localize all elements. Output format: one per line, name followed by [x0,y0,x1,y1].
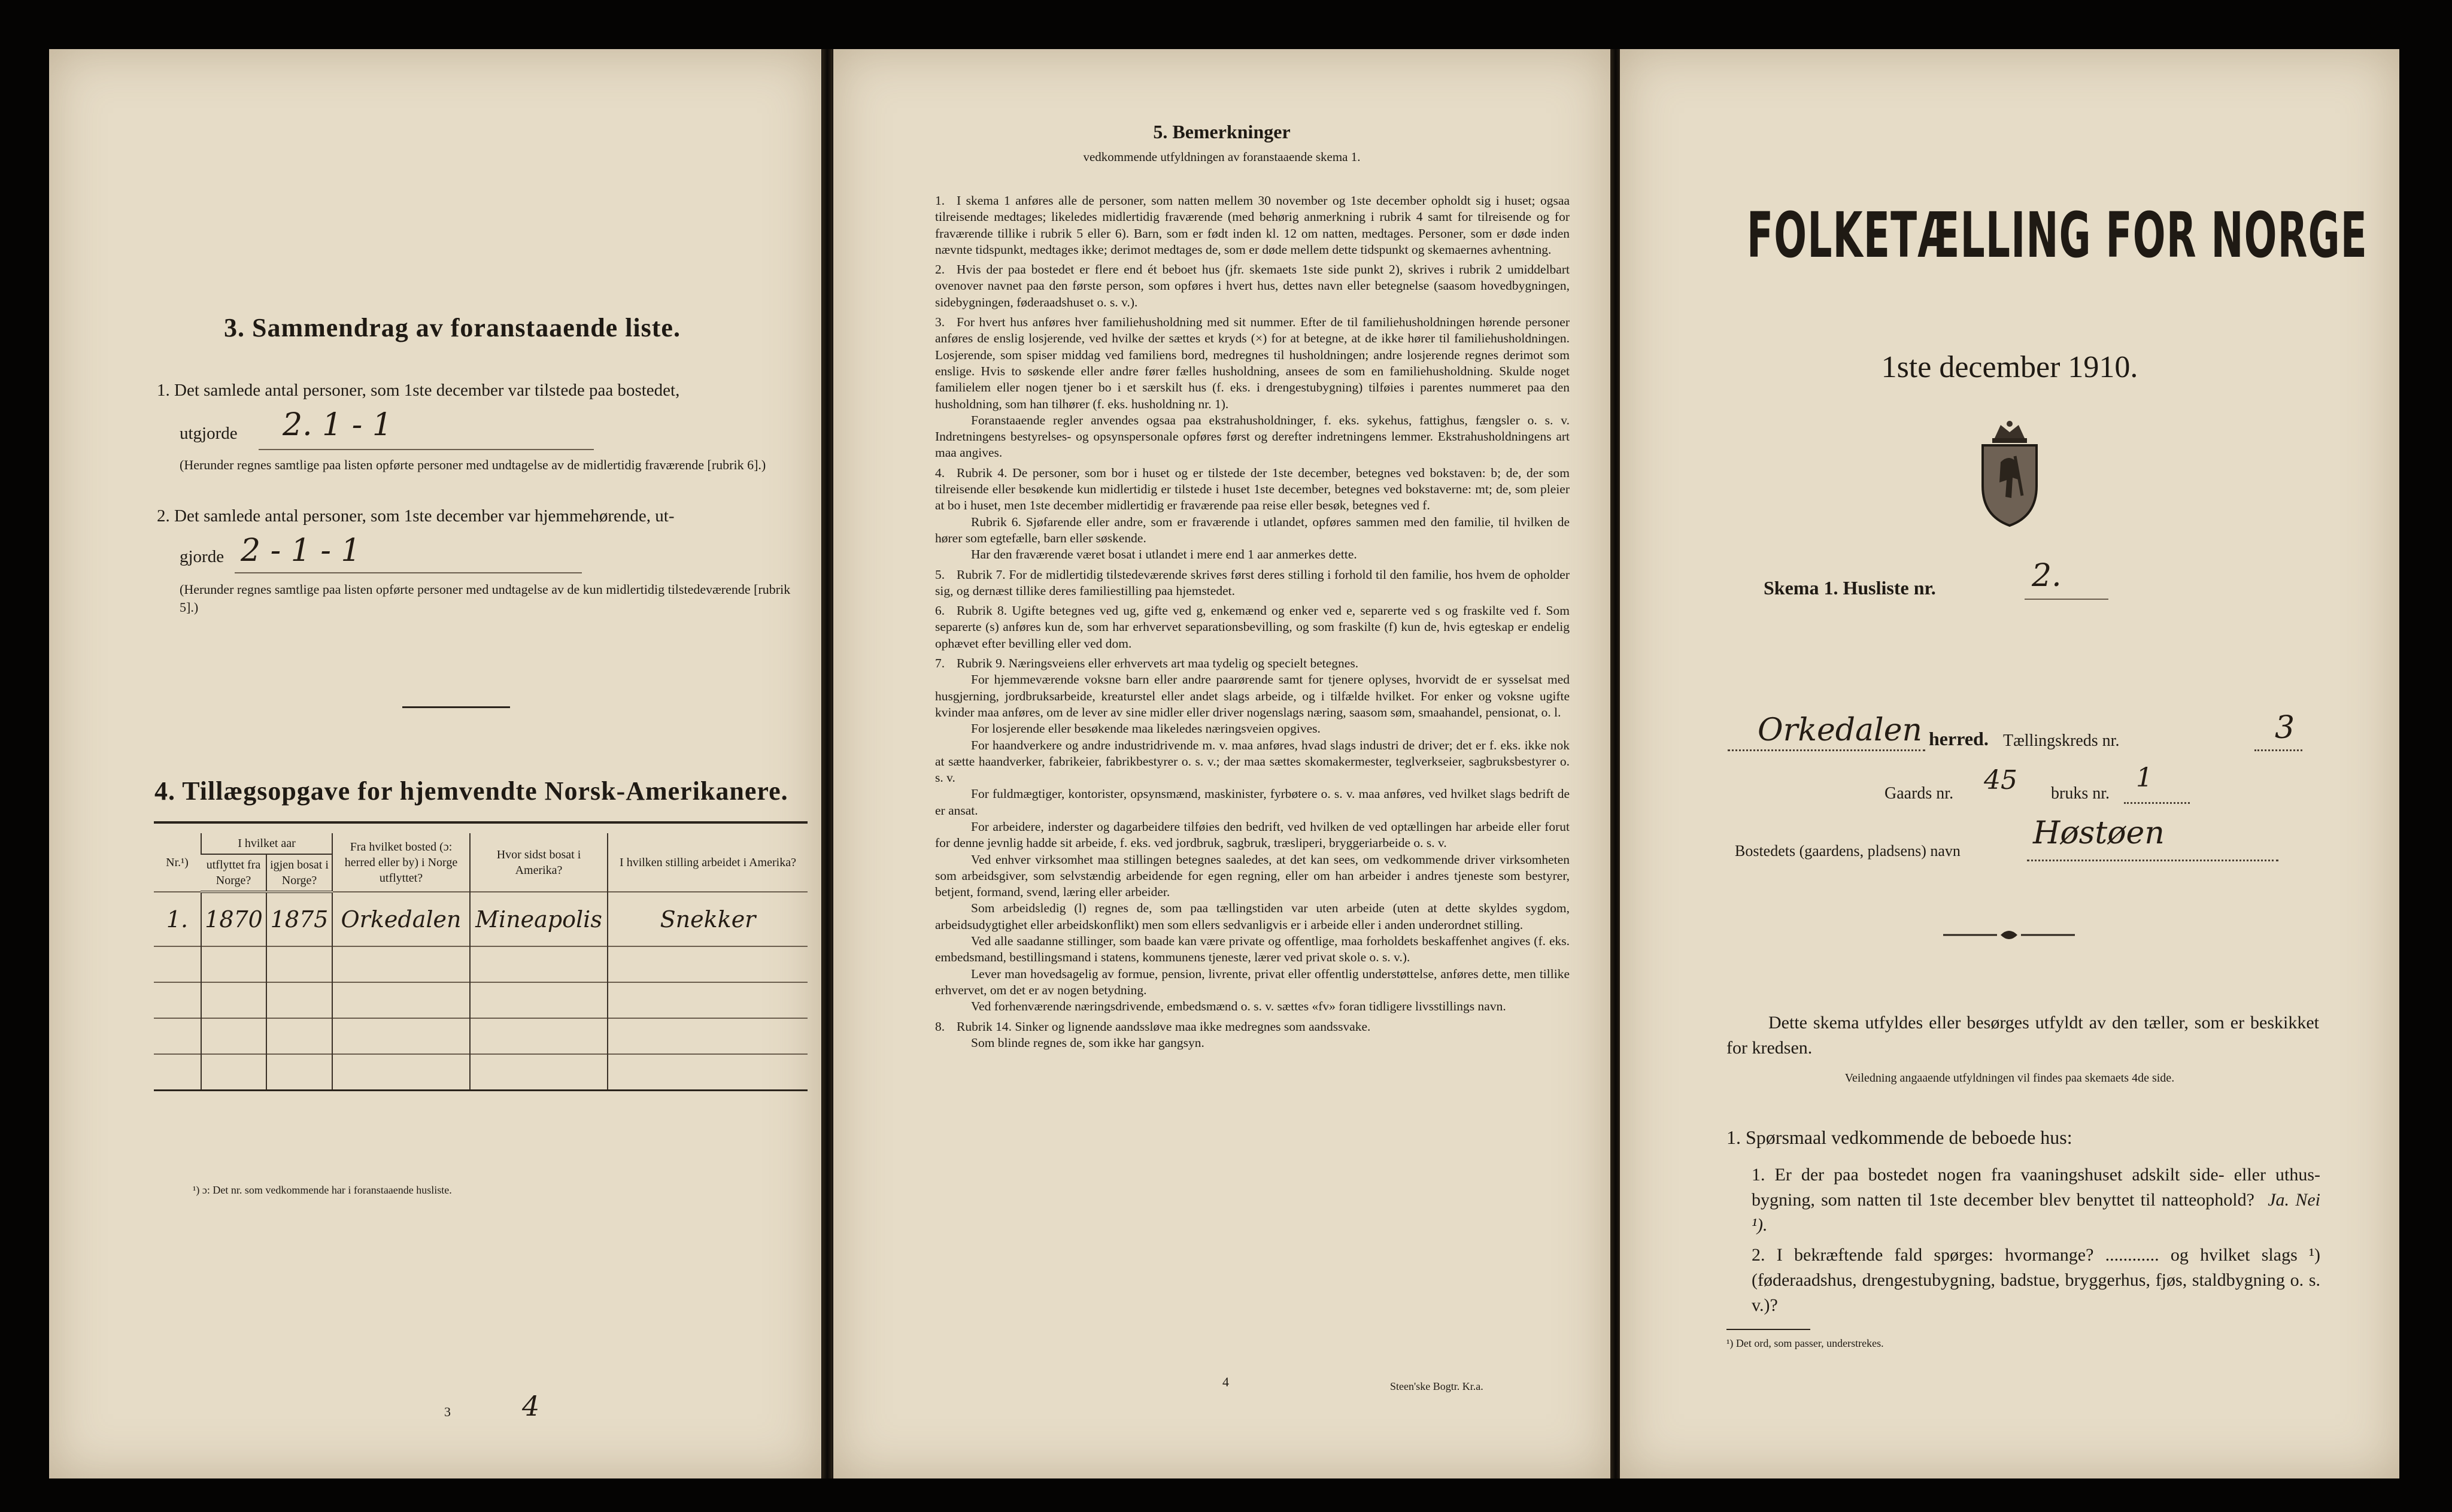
printer-mark: Steen'ske Bogtr. Kr.a. [1390,1380,1483,1392]
remark-number: 5. [935,567,945,582]
header-returned: igjen bosat i Norge? [266,854,332,892]
remark-number: 8. [935,1019,945,1034]
remark-paragraph [935,737,1570,787]
header-year-group: I hvilket aar [201,833,332,854]
left-page [49,49,821,1478]
husliste-nr: 2. [2032,558,2062,594]
remark-text: Som arbeidsledig (l) regnes de, som paa tællingstiden var uten arbeide (uten at dette skyldes sygdom, arbeidsudygtighet eller arbeidskonflikt) men som ellers sedvanligvis er i arbeide eller i anden underordnet stilling. [935,901,1570,932]
schema-label: Skema 1. Husliste nr. [1764,577,1936,599]
remark-text: Ved alle saadanne stillinger, som baade kan være private og offentlige, maa forholdets beskaffenhet angives (f. eks. embedsmand, bestillingsmand i statens, kommunens tjeneste, lærer ved privat skole o. s. v.). [935,934,1570,965]
remark-text: Rubrik 7. For de midlertidig tilstedeværende skrives først deres stilling i forhold til den familie, hos hvem de opholder sig, og dernæst tillike deres familiestilling paa hjemstedet. [935,567,1570,598]
remark-number: 7. [935,656,945,671]
remark-paragraph [935,465,1570,514]
item2-text: 2. Det samlede antal personer, som 1ste december var hjemmehørende, ut- [157,506,675,526]
remark-paragraph [935,514,1570,547]
cell-emigrated: 1870 [201,892,266,946]
remark-text: For hjemmeværende voksne barn eller andre paarørende samt for tjenere oplyses, hvorvidt de er sysselsat med husgjerning, jordbruksarbeide, kreaturstel eller andet slags arbeide, og i tilfælde hvilket. For enker og voksne ugifte kvinder maa anføres, om de lever av sine midler eller driver nogenslags næring, saasom søm, smaahandel, pensionat, o. l. [935,672,1570,719]
remark-paragraph [935,933,1570,966]
remark-number: 1. [935,193,945,208]
bruks-value: 1 [2136,763,2153,793]
table-row [154,892,808,946]
gaards-value: 45 [1984,765,2017,796]
herred-value: Orkedalen [1758,712,1922,748]
section4-title: 4. Tillægsopgave for hjemvendte Norsk-Amerikanere. [154,776,788,806]
remark-paragraph [935,193,1570,258]
item1-note: (Herunder regnes samtlige paa listen opførte personer med undtagelse av de midlertidig fraværende [rubrik 6].) [180,457,766,472]
remark-paragraph [935,546,1570,563]
bruks-label: bruks nr. [2051,784,2110,803]
coat-of-arms-icon [1977,420,2043,528]
remark-text: For arbeidere, inderster og dagarbeidere tilføies den bedrift, ved hvilken de ved optællingen har arbeide eller forut for denne jevnlig hadde sit arbeide, f. eks. ved jordbruk, sagbruk, træsliperi, bryggeriarbeide o. s. v. [935,819,1570,851]
remark-paragraph [935,819,1570,852]
remark-text: Ved forhenværende næringsdrivende, embedsmænd o. s. v. sættes «fv» foran tidligere livsstillings navn. [971,999,1506,1014]
section3-title: 3. Sammendrag av foranstaaende liste. [224,313,681,342]
remarks-title: 5. Bemerkninger [1153,121,1291,142]
item1-utgjorde-label: utgjorde [180,424,238,443]
fold-left [822,49,833,1478]
remark-paragraph [935,655,1570,672]
item2-value: 2 - 1 - 1 [241,533,361,569]
remark-text: For haandverkere og andre industridrivende m. v. maa anføres, hvad slags industri de driver; det er f. eks. ikke nok at sætte haandverker, fabrikeier, fabrikbestyrer o. s. v.; der maa sættes skomakermester, teglverkseier, sagbruksbestyrer o. s. v. [935,737,1570,785]
remark-text: For fuldmægtiger, kontorister, opsynsmænd, maskinister, fyrbøtere o. s. v. maa anføres, ved hvilket slags bedrift de er ansat. [935,787,1570,818]
bosted-label: Bostedets (gaardens, pladsens) navn [1735,842,1961,860]
norsk-amerikanere-table [154,833,808,1091]
remark-text: Lever man hovedsagelig av formue, pension, livrente, privat eller offentlig understøttelse, anføres dette, men tillike erhvervet, om det er av nogen betydning. [935,966,1570,997]
cell-nr: 1. [154,892,201,946]
cell-from-where: Orkedalen [332,892,470,946]
remark-paragraph [935,567,1570,600]
herred-label: herred. [1929,728,1989,749]
remark-number: 4. [935,465,945,480]
item2-utgjorde-label: gjorde [180,547,224,566]
table-row-empty [154,1054,808,1091]
remark-number: 6. [935,603,945,618]
gaards-label: Gaards nr. [1884,784,1954,803]
bosted-value: Høstøen [2033,815,2165,851]
remark-paragraph [935,314,1570,412]
header-from-where: Fra hvilket bosted (ɔ: herred eller by) i Norge utflyttet? [332,833,470,892]
table-row-empty [154,1018,808,1054]
intro-text: Dette skema utfyldes eller besørges utfyldt av den tæller, som er beskikket for kredsen. [1726,1013,2319,1058]
remark-number: 2. [935,262,945,277]
question-1: 1. Er der paa bostedet nogen fra vaaningshuset adskilt side- eller uthus-bygning, som natten til 1ste december blev benyttet til natteophold? [1752,1165,2320,1210]
remark-paragraph [935,900,1570,933]
remark-text: Ved enhver virksomhet maa stillingen betegnes saaledes, at det kan sees, om vedkommende driver virksomheten som arbeidsgiver, som selvstændig arbeidende for egen regning, eller om han arbeider i andres tjeneste som bestyrer, betjent, formand, svend, læring eller arbeider. [935,852,1570,900]
header-last-america: Hvor sidst bosat i Amerika? [470,833,608,892]
questions-heading: 1. Spørsmaal vedkommende de beboede hus: [1726,1127,2072,1148]
remark-paragraph [935,786,1570,819]
remark-text: Rubrik 9. Næringsveiens eller erhvervets art maa tydelig og specielt betegnes. [957,656,1359,671]
page-number: 3 [444,1404,451,1419]
remark-paragraph [935,1019,1570,1035]
table-row-empty [154,946,808,982]
taellingskreds-value: 3 [2275,710,2295,746]
item2-note: (Herunder regnes samtlige paa listen opførte personer med undtagelse av de kun midlertidig tilstedeværende [rubrik 5].) [180,582,791,615]
remark-text: Rubrik 14. Sinker og lignende aandssløve maa ikke medregnes som aandssvake. [957,1019,1371,1034]
intro-note: Veiledning angaaende utfyldningen vil findes paa skemaets 4de side. [1844,1071,2175,1085]
header-emigrated: utflyttet fra Norge? [201,854,266,892]
cell-last-america: Mineapolis [470,892,608,946]
remark-paragraph [935,721,1570,737]
table-footnote: ¹) ɔ: Det nr. som vedkommende har i foranstaaende husliste. [193,1184,452,1196]
remark-text: For losjerende eller besøkende maa likeledes næringsveien opgives. [971,721,1321,736]
remarks-subtitle: vedkommende utfyldningen av foranstaaende skema 1. [1083,150,1361,164]
question-2: 2. I bekræftende fald spørges: hvormange? ............ og hvilket slags ¹) (føderaadshus, drengestubygning, badstue, bryggerhus, fjøs, staldbygning o. s. v.)? [1752,1245,2320,1315]
ornament-divider-icon [1943,927,2075,943]
remark-text: Rubrik 8. Ugifte betegnes ved ug, gifte ved g, enkemænd og enker ved e, separerte ved s og fraskilte ved f. Som separerte (s) anføres kun de, som har erhvervet separationsbevilling, og som fraskilte (f) kun de, hvis egteskap er endelig ophævet efter bevilling eller ved dom. [935,603,1570,651]
remark-paragraph [935,1035,1570,1051]
item1-value: 2. 1 - 1 [283,407,392,443]
divider [402,706,510,708]
page-number: 4 [1222,1374,1229,1389]
remark-paragraph [935,262,1570,311]
census-title: FOLKETÆLLING FOR NORGE [1747,199,2368,272]
remark-text: For hvert hus anføres hver familiehusholdning med sit nummer. Efter de til familiehusholdningen hørende personer anføres de enslig losjerende, ved hvilke der sættes et kryds (×) for at betegne, at de ikke hører til familiehusholdningen. Losjerende, som spiser middag ved familiens bord, medregnes til husholdningen; andre losjerende regnes derimot som enslige. Hvis to søskende eller andre fører fælles husholdning, ansees de som en familiehusholdning. Skulde noget familielem eller nogen tjener bo i et særskilt hus (f. eks. i drengestubygning) tilføies i parentes nummeret paa den husholdning, som han tilhører (f. eks. husholdning nr. 1). [935,315,1570,411]
remark-text: Som blinde regnes de, som ikke har gangsyn. [971,1035,1204,1050]
cell-returned: 1875 [266,892,332,946]
remark-text: Rubrik 4. De personer, som bor i huset og er tilstede der 1ste december, betegnes ved bokstaven: b; de, der som tilreisende eller besøkende kun midlertidig er tilstede i huset 1ste december, betegnes ved bokstaverne: mt; de, som pleier at bo i huset, men 1ste december midlertidig er fraværende paa reise eller besøk, betegnes ved f. [935,465,1570,513]
table-row-empty [154,982,808,1018]
middle-page [833,49,1610,1478]
remark-paragraph [935,603,1570,652]
question-1-answer: Ja. Nei ¹). [1752,1190,2321,1235]
remark-number: 3. [935,315,945,330]
header-nr: Nr.¹) [166,855,189,869]
header-position: I hvilken stilling arbeidet i Amerika? [608,833,808,892]
remark-text: Foranstaaende regler anvendes ogsaa paa ekstrahusholdninger, f. eks. sykehus, fattighus, fængsler o. s. v. Indretningens bestyrelses- og opsynspersonale opføres først og derefter indretningens lemmer. Ekstrahusholdningens art maa angives. [935,412,1570,460]
handwritten-page-mark: 4 [522,1390,540,1422]
remark-text: Rubrik 6. Sjøfarende eller andre, som er fraværende i utlandet, opføres sammen med den familie, til hvilken de hører som egtefælle, barn eller søskende. [935,514,1570,545]
item1-text: 1. Det samlede antal personer, som 1ste december var tilstede paa bostedet, [157,381,680,400]
remark-paragraph [935,412,1570,462]
taellingskreds-label: Tællingskreds nr. [2003,731,2120,750]
census-date: 1ste december 1910. [1881,350,2138,384]
remark-paragraph [935,672,1570,721]
remark-text: I skema 1 anføres alle de personer, som natten mellem 30 november og 1ste december opholdt sig i huset; ogsaa tilreisende medtages; likeledes midlertidig fraværende (med behørig anmerkning i rubrik 4 samt for tilreisende og for fraværende tillike i rubrik 5 eller 6). Barn, som er født inden kl. 12 om natten, medtages. Personer, som er døde inden nævnte tidspunkt, medtages ikke; derimot medtages de, som er døde mellem dette tidspunkt og skemaernes avhentning. [935,193,1570,257]
remark-text: Hvis der paa bostedet er flere end ét beboet hus (jfr. skemaets 1ste side punkt 2), skrives i rubrik 2 umiddelbart ovenover navnet paa den første person, som opføres i hvert hus, dettes navn eller betegnelse (saasom hovedbygningen, sidebygningen, føderaadshuset o. s. v.). [935,262,1570,309]
remark-text: Har den fraværende været bosat i utlandet i mere end 1 aar anmerkes dette. [971,547,1357,562]
remark-paragraph [935,966,1570,999]
right-footnote: ¹) Det ord, som passer, understrekes. [1726,1337,1884,1349]
remark-paragraph [935,998,1570,1015]
remarks-body [935,193,1570,1051]
right-page [1620,49,2399,1478]
cell-position: Snekker [608,892,808,946]
remark-paragraph [935,852,1570,901]
